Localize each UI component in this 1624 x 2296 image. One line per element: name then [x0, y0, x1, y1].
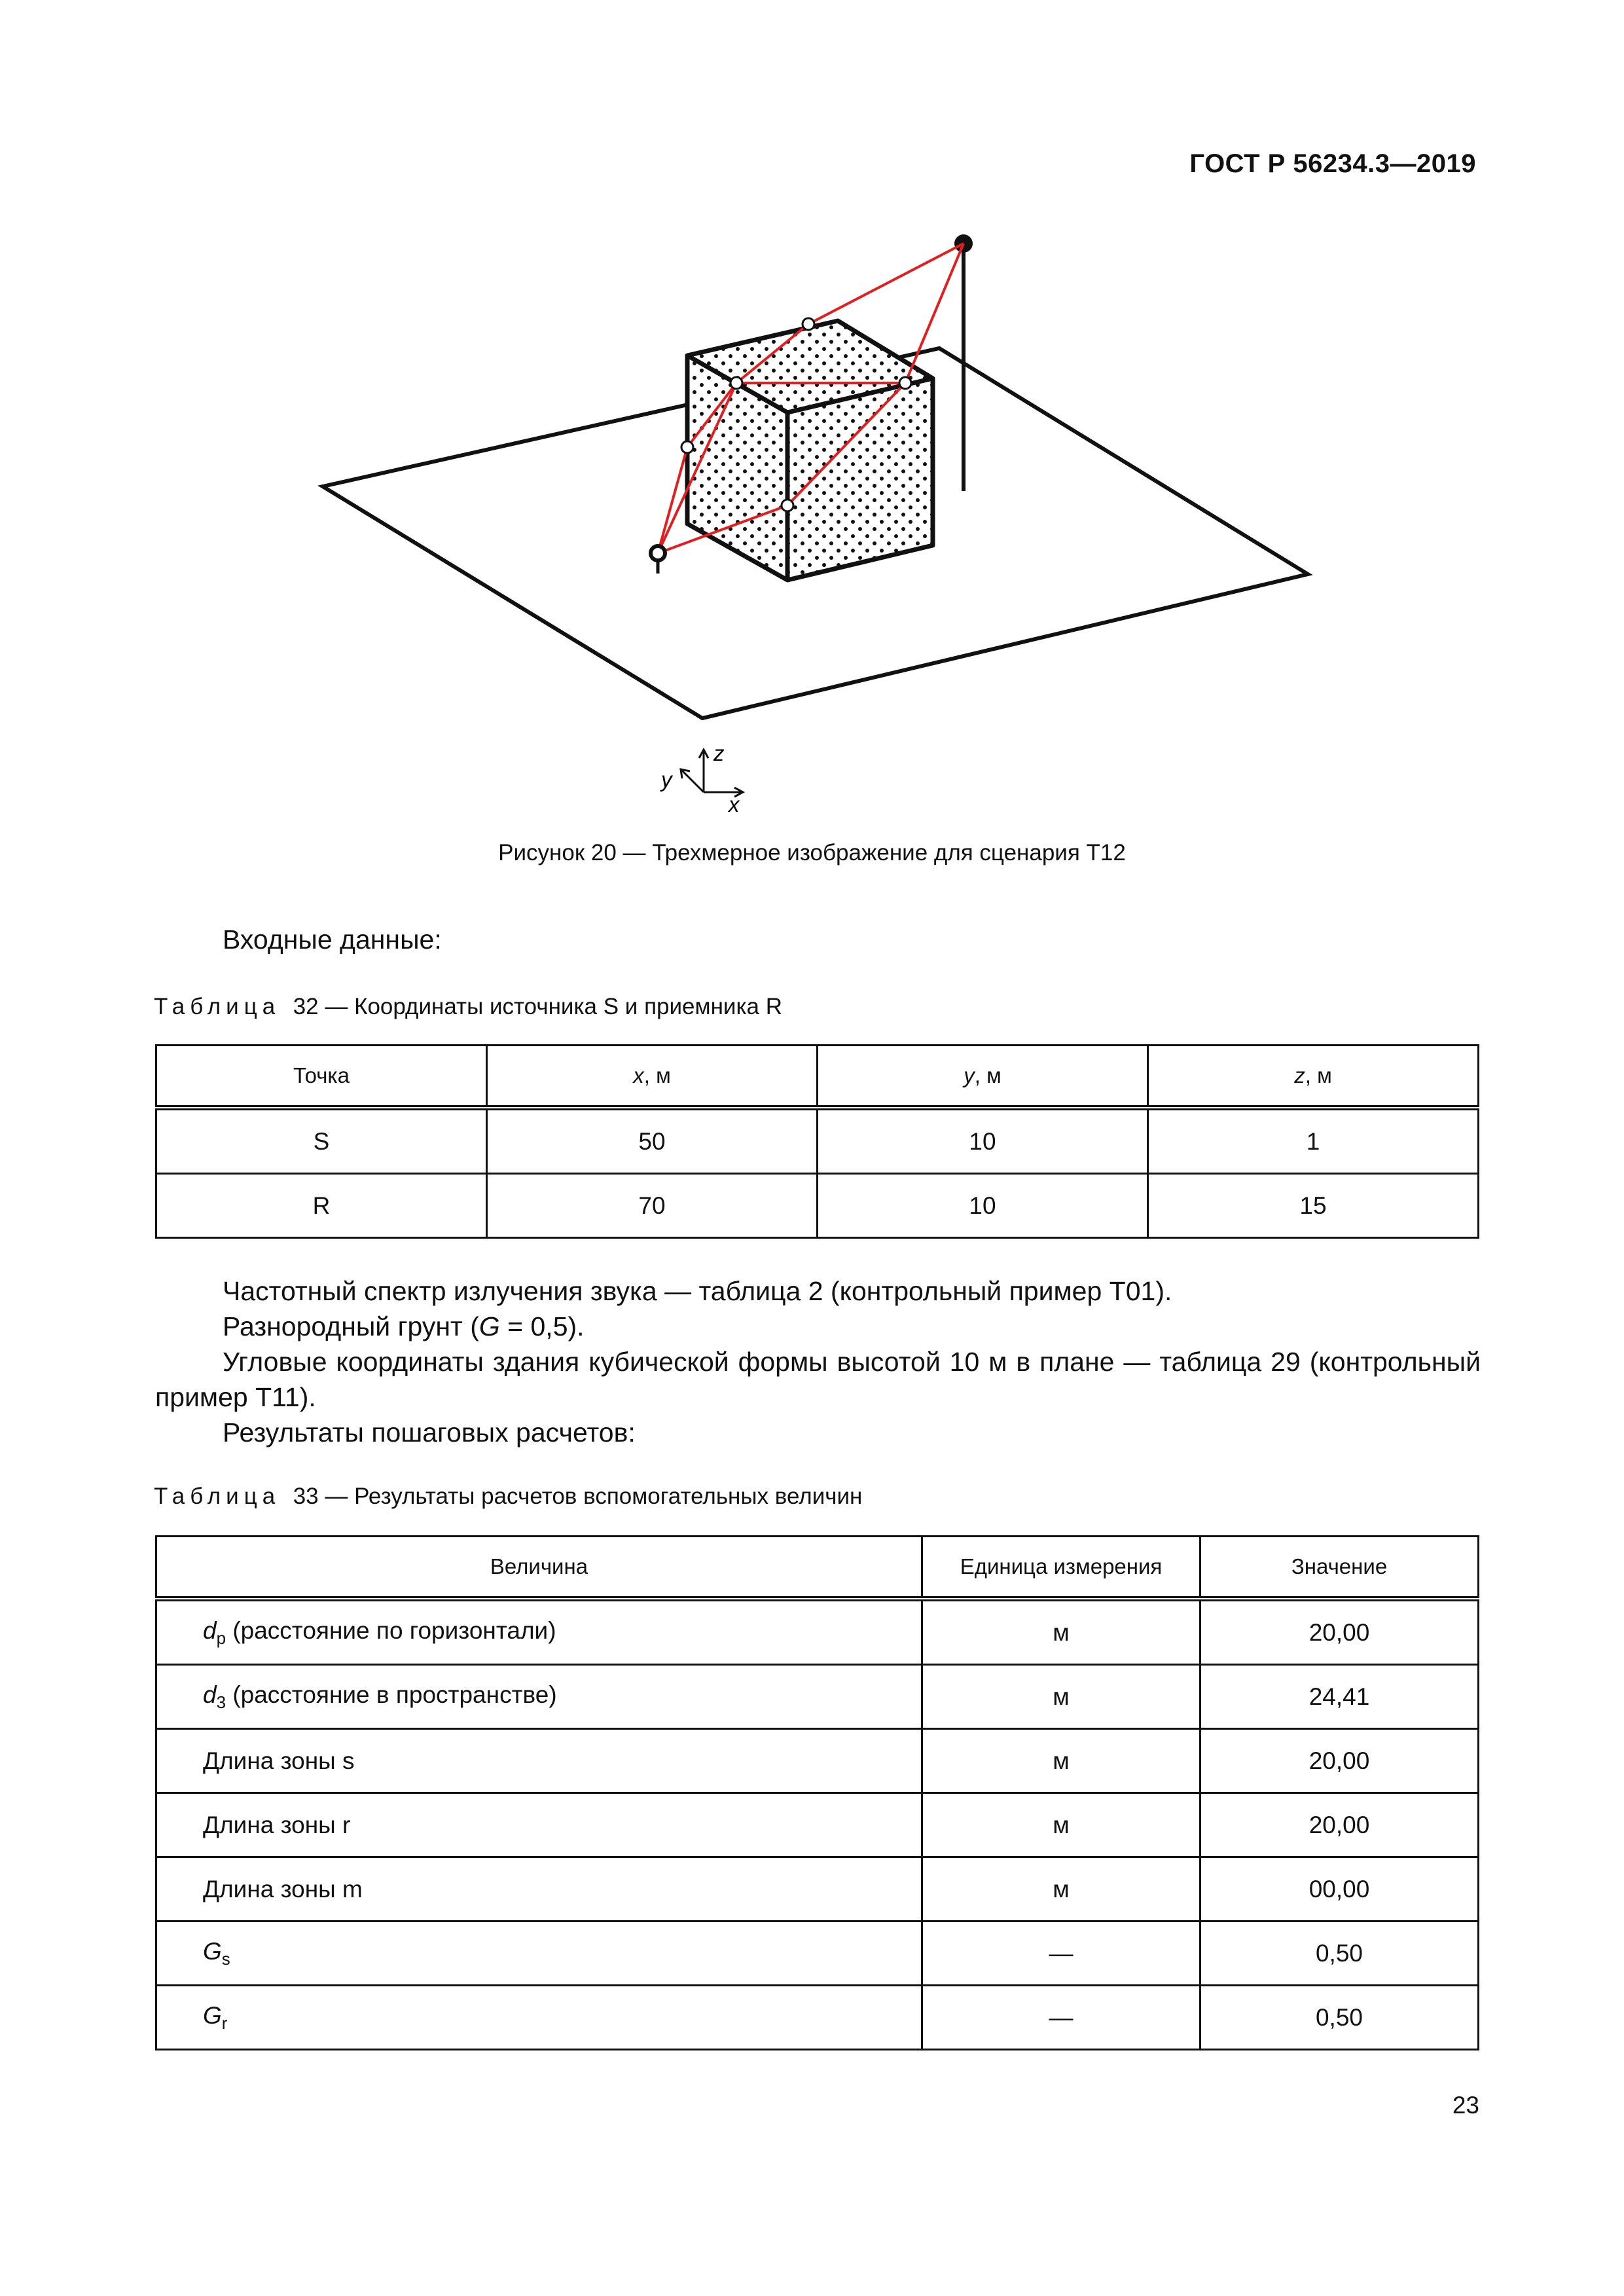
source-point-s [651, 546, 665, 574]
intro-text: Входные данные: [223, 924, 442, 955]
table-row [156, 1986, 1479, 2050]
cell-value: 20,00 [1200, 1729, 1479, 1793]
cell-quantity: $G_s$ [156, 1922, 922, 1986]
table-row [156, 1922, 1479, 1986]
table-32-caption [154, 994, 782, 1020]
cell-x: 70 [487, 1174, 818, 1238]
paragraph-ground: Разнородный грунт (G = 0,5). [223, 1311, 585, 1341]
header-value: Значение [1200, 1537, 1479, 1599]
cell-quantity: Длина зоны m [156, 1857, 922, 1922]
cell-quantity: $d_p$ (расстояние по горизонтали) [156, 1599, 922, 1665]
table-33-label: Таблица [154, 1484, 281, 1509]
table-32-title: 32 — Координаты источника S и приемника R [293, 994, 782, 1019]
table-row [156, 1599, 1479, 1665]
axis-label-x: x [729, 792, 740, 816]
table-33-title: 33 — Результаты расчетов вспомогательных величин [293, 1484, 863, 1509]
table-row [156, 1665, 1479, 1729]
table-row [156, 1857, 1479, 1922]
table-row [156, 1793, 1479, 1857]
cell-unit: м [922, 1599, 1200, 1665]
table-33-caption [154, 1484, 862, 1510]
cell-value: 0,50 [1200, 1922, 1479, 1986]
cell-unit: — [922, 1922, 1200, 1986]
axis-triad [681, 750, 743, 797]
cell-unit: м [922, 1857, 1200, 1922]
cell-value: 0,50 [1200, 1986, 1479, 2050]
axis-label-z: z [713, 741, 725, 765]
cell-value: 00,00 [1200, 1857, 1479, 1922]
table-row [156, 1729, 1479, 1793]
building-cube [687, 321, 933, 580]
header-y: y, м [818, 1046, 1148, 1108]
paragraph-building: Угловые координаты здания кубической формы высотой 10 м в плане — таблица 29 (контрольный пример Т11). [155, 1347, 1481, 1412]
table-32 [155, 1044, 1479, 1239]
header-unit: Единица измерения [922, 1537, 1200, 1599]
cell-value: 20,00 [1200, 1599, 1479, 1665]
header-point: Точка [156, 1046, 487, 1108]
cell-unit: — [922, 1986, 1200, 2050]
cell-quantity: $G_r$ [156, 1986, 922, 2050]
axis-label-y: y [661, 767, 672, 792]
page-number: 23 [1452, 2092, 1479, 2119]
paragraph-spectrum: Частотный спектр излучения звука — таблица 2 (контрольный пример Т01). [223, 1276, 1172, 1306]
cell-value: 20,00 [1200, 1793, 1479, 1857]
table-32-label: Таблица [154, 994, 281, 1019]
cell-quantity: Длина зоны r [156, 1793, 922, 1857]
cell-unit: м [922, 1665, 1200, 1729]
cell-quantity: Длина зоны s [156, 1729, 922, 1793]
table-header-row [156, 1537, 1479, 1599]
table-row [156, 1108, 1479, 1174]
cell-quantity: $d_3$ (расстояние в пространстве) [156, 1665, 922, 1729]
cell-point: R [156, 1174, 487, 1238]
table-33 [155, 1535, 1479, 2050]
cell-z: 1 [1148, 1108, 1479, 1174]
cell-z: 15 [1148, 1174, 1479, 1238]
cell-point: S [156, 1108, 487, 1174]
cell-x: 50 [487, 1108, 818, 1174]
cell-y: 10 [818, 1108, 1148, 1174]
paragraph-results: Результаты пошаговых расчетов: [223, 1417, 636, 1448]
cell-value: 24,41 [1200, 1665, 1479, 1729]
header-x: x, м [487, 1046, 818, 1108]
cell-y: 10 [818, 1174, 1148, 1238]
document-id: ГОСТ Р 56234.3—2019 [1189, 149, 1476, 178]
cell-unit: м [922, 1729, 1200, 1793]
figure-20-3d-scene [0, 0, 1624, 851]
table-row [156, 1174, 1479, 1238]
header-z: z, м [1148, 1046, 1479, 1108]
figure-caption: Рисунок 20 — Трехмерное изображение для сценария Т12 [498, 840, 1126, 866]
header-quantity: Величина [156, 1537, 922, 1599]
receiver-pole [954, 234, 973, 491]
cell-unit: м [922, 1793, 1200, 1857]
table-header-row [156, 1046, 1479, 1108]
